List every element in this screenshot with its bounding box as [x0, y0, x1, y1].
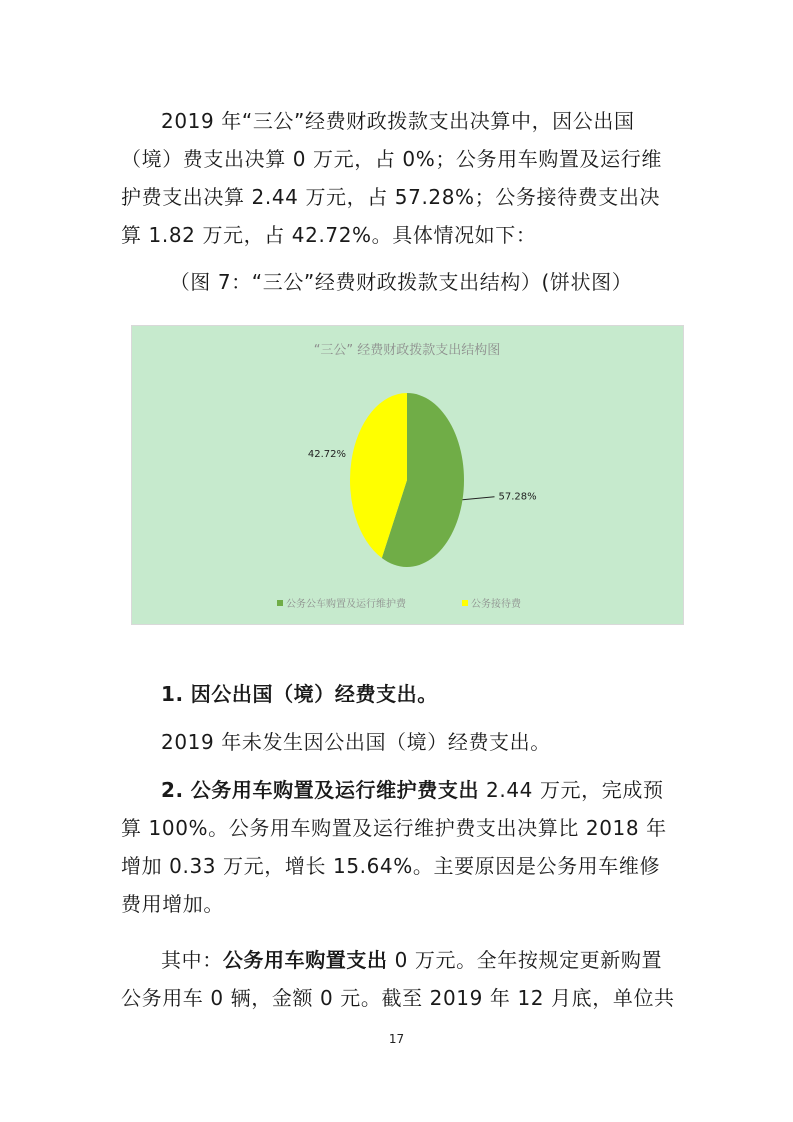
section3-prefix: 其中：: [161, 948, 223, 972]
section3-bold: 公务用车购置支出: [222, 948, 388, 972]
data-label: 57.28%: [498, 491, 537, 503]
chart-title: “三公” 经费财政拨款支出结构图: [313, 343, 501, 358]
section1: [121, 675, 681, 713]
section2-heading-text: 公务用车购置及运行维护费支出: [190, 778, 480, 802]
section2: [121, 771, 681, 923]
section2-line: 增加 0.33 万元，增长 15.64%。主要原因是公务用车维修: [121, 854, 661, 878]
section1-heading: [121, 675, 681, 713]
legend-swatch: [462, 600, 468, 606]
intro-paragraph: [121, 102, 681, 254]
intro-line: （境）费支出决算 0 万元，占 0%；公务用车购置及运行维: [121, 147, 662, 171]
intro-line: 2019 年“三公”经费财政拨款支出决算中，因公出国: [161, 109, 635, 133]
section3-line: [121, 941, 681, 979]
figure-caption: （图 7：“三公”经费财政拨款支出结构）(饼状图）: [169, 270, 633, 294]
pie-chart: [131, 325, 684, 625]
legend-label: 公务接待费: [471, 599, 521, 610]
legend-swatch: [277, 600, 283, 606]
page-number: 17: [388, 1032, 405, 1046]
section2-line: 费用增加。: [121, 892, 224, 916]
section3-line1-rest: 0 万元。全年按规定更新购置: [387, 948, 663, 972]
pie-chart-svg: [132, 326, 683, 624]
section1-heading-text: 因公出国（境）经费支出。: [190, 682, 438, 706]
section2-heading-number: 2.: [161, 778, 184, 802]
leader-line: [463, 497, 495, 500]
legend-label: 公务公车购置及运行维护费: [286, 599, 406, 610]
intro-line: 算 1.82 万元，占 42.72%。具体情况如下：: [121, 223, 537, 247]
section1-body: [121, 723, 681, 761]
intro-line: 护费支出决算 2.44 万元，占 57.28%；公务接待费支出决: [121, 185, 661, 209]
section2-line: 算 100%。公务用车购置及运行维护费支出决算比 2018 年: [121, 816, 667, 840]
section3-line: 公务用车 0 辆，金额 0 元。截至 2019 年 12 月底，单位共: [121, 986, 675, 1010]
section3: [121, 941, 681, 1017]
section1-heading-number: 1.: [161, 682, 184, 706]
section1-body-text: 2019 年未发生因公出国（境）经费支出。: [161, 730, 551, 754]
section2-line1-rest: 2.44 万元，完成预: [479, 778, 664, 802]
data-label: 42.72%: [307, 449, 346, 460]
section2-line: [121, 771, 681, 809]
